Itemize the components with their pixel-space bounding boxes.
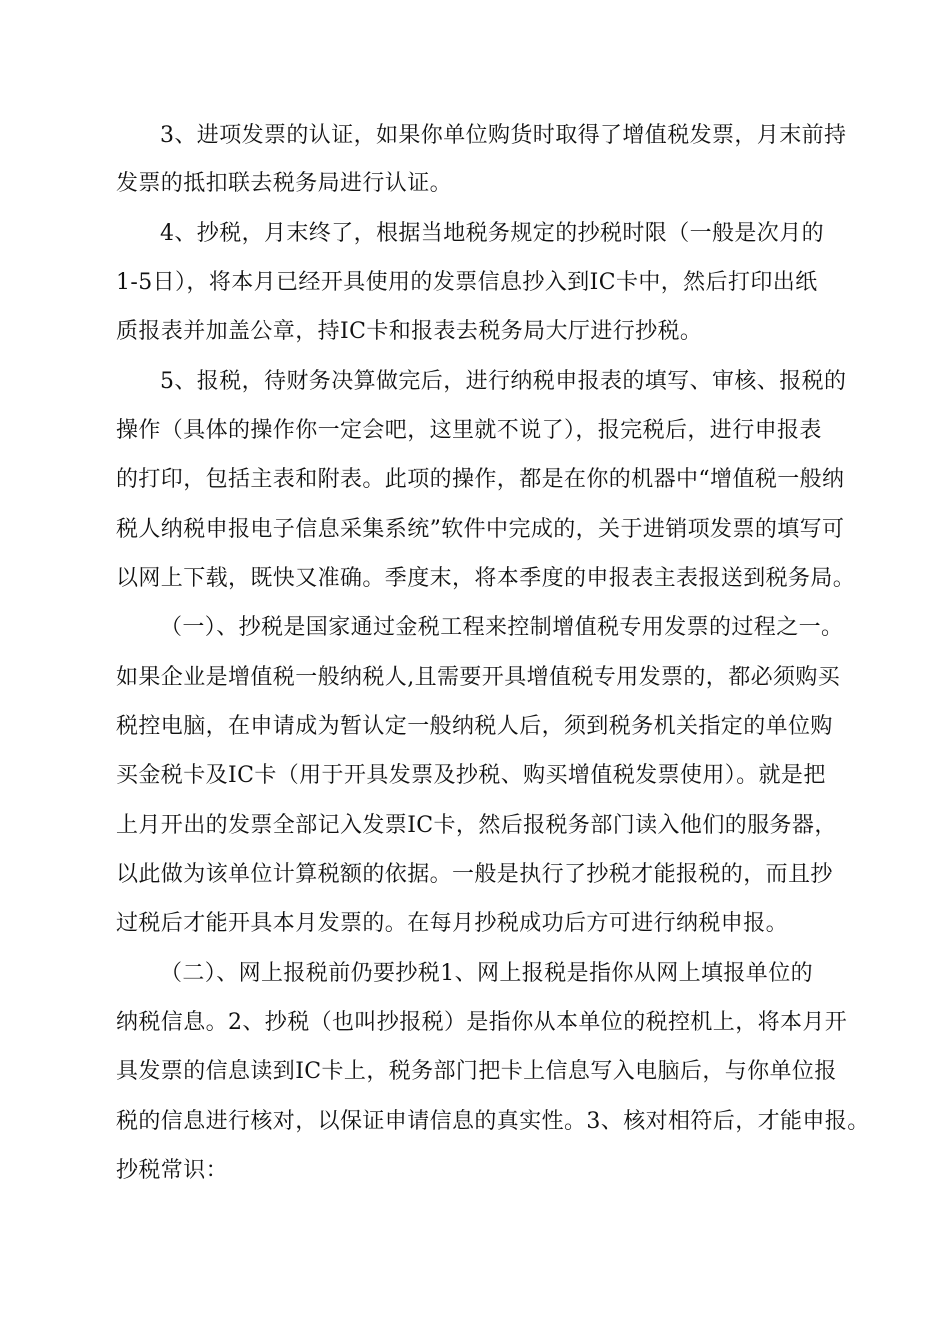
paragraph-5-line-5: 以网上下载，既快又准确。季度末，将本季度的申报表主表报送到税务局。 [116, 566, 856, 591]
paragraph-5-line-2: 操作（具体的操作你一定会吧，这里就不说了），报完税后，进行申报表 [116, 418, 822, 443]
paragraph-5-line-4: 税人纳税申报电子信息采集系统”软件中完成的，关于进销项发票的填写可 [116, 517, 845, 542]
paragraph-one-line-5: 上月开出的发票全部记入发票IC卡，然后报税务部门读入他们的服务器， [116, 813, 837, 838]
paragraph-one-line-6: 以此做为该单位计算税额的依据。一般是执行了抄税才能报税的，而且抄 [116, 862, 833, 887]
paragraph-5-line-1: 5、报税，待财务决算做完后，进行纳税申报表的填写、审核、报税的 [160, 369, 847, 394]
paragraph-one-line-4: 买金税卡及IC卡（用于开具发票及抄税、购买增值税发票使用）。就是把 [116, 763, 826, 788]
paragraph-two-line-2: 纳税信息。2、抄税（也叫抄报税）是指你从本单位的税控机上，将本月开 [116, 1010, 848, 1035]
paragraph-one-line-2: 如果企业是增值税一般纳税人,且需要开具增值税专用发票的，都必须购买 [116, 665, 841, 690]
paragraph-3-line-2: 发票的抵扣联去税务局进行认证。 [116, 171, 453, 196]
paragraph-one-line-3: 税控电脑，在申请成为暂认定一般纳税人后，须到税务机关指定的单位购 [116, 714, 833, 739]
paragraph-two-line-3: 具发票的信息读到IC卡上，税务部门把卡上信息写入电脑后，与你单位报 [116, 1059, 837, 1084]
paragraph-one-line-7: 过税后才能开具本月发票的。在每月抄税成功后方可进行纳税申报。 [116, 911, 789, 936]
paragraph-two-line-1: （二）、网上报税前仍要抄税1、网上报税是指你从网上填报单位的 [160, 961, 813, 986]
paragraph-4-line-2: 1-5日），将本月已经开具使用的发票信息抄入到IC卡中，然后打印出纸 [116, 270, 818, 295]
paragraph-two-line-4: 税的信息进行核对，以保证申请信息的真实性。3、核对相符后，才能申报。 [116, 1109, 870, 1134]
paragraph-two-line-5: 抄税常识： [116, 1158, 229, 1183]
paragraph-5-line-3: 的打印，包括主表和附表。此项的操作，都是在你的机器中“增值税一般纳 [116, 467, 845, 492]
paragraph-4-line-3: 质报表并加盖公章，持IC卡和报表去税务局大厅进行抄税。 [116, 319, 703, 344]
paragraph-3-line-1: 3、进项发票的认证，如果你单位购货时取得了增值税发票，月末前持 [160, 123, 847, 148]
paragraph-one-line-1: （一）、抄税是国家通过金税工程来控制增值税专用发票的过程之一。 [160, 615, 844, 640]
paragraph-4-line-1: 4、抄税，月末终了，根据当地税务规定的抄税时限（一般是次月的 [160, 221, 824, 246]
